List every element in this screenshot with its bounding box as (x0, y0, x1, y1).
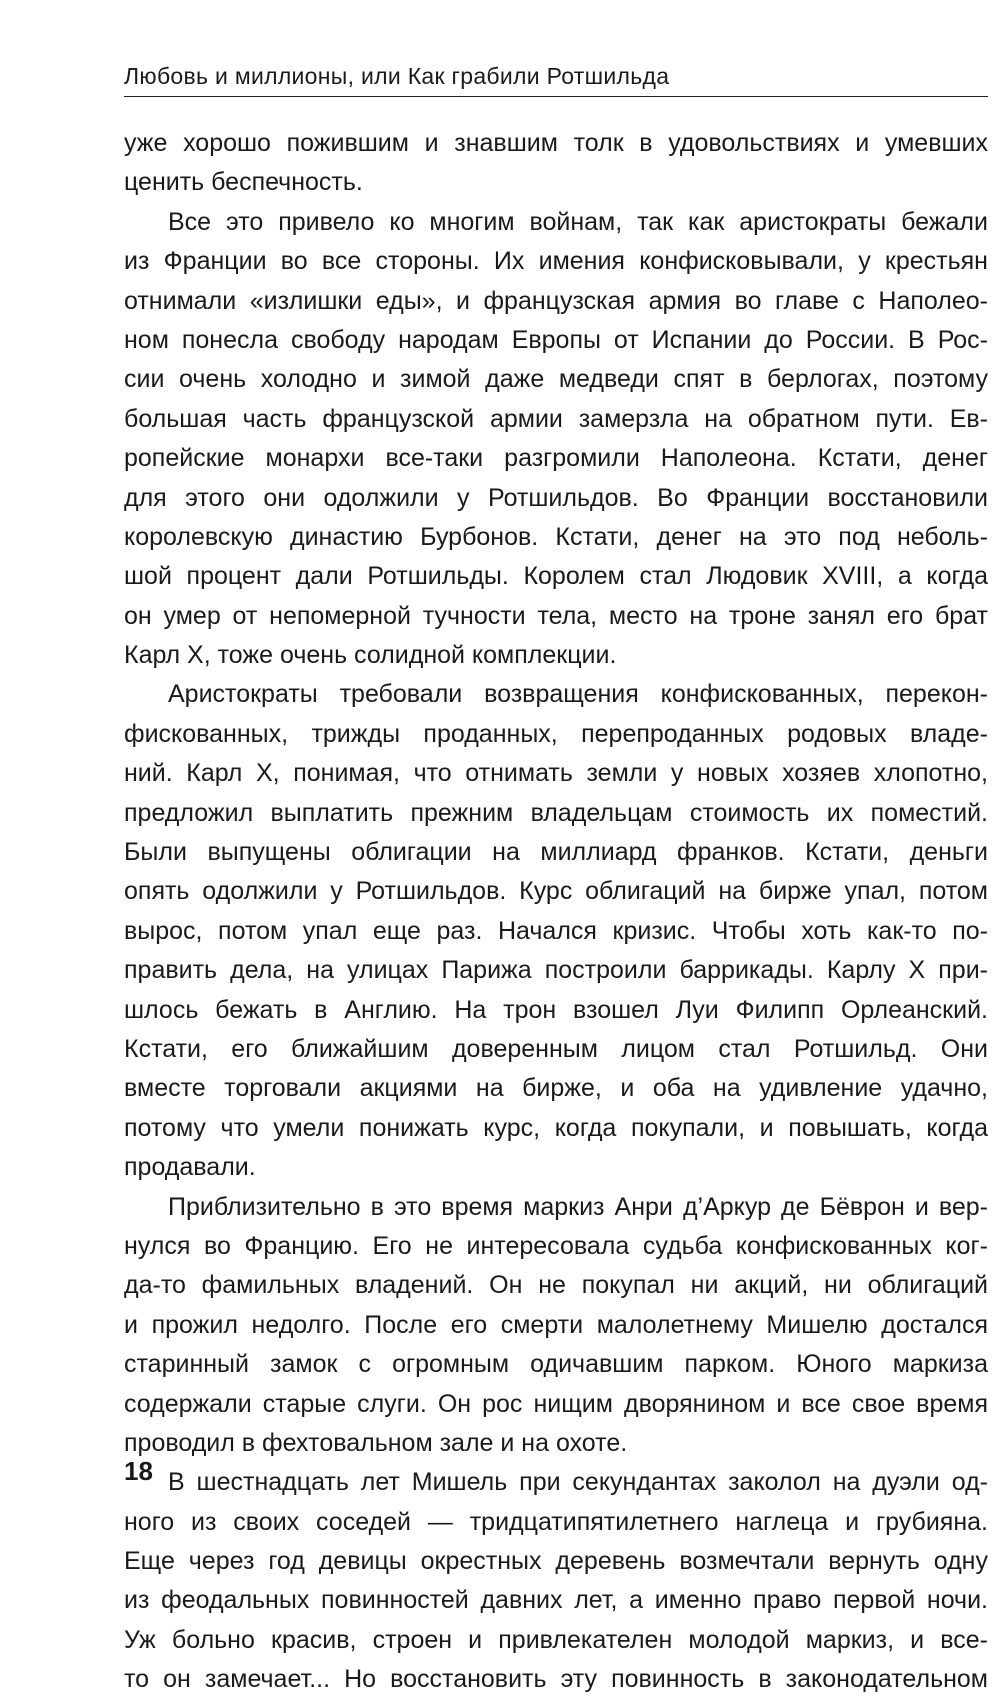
text-line: ропейские монархи все-таки разгромили Наполеона. Кстати, денег (124, 444, 988, 473)
text-line: то он замечает... Но восстановить эту повинность в законодательном (124, 1665, 988, 1694)
text-line: Еще через год девицы окрестных деревень возмечтали вернуть одну (124, 1547, 988, 1576)
running-header-title: Любовь и миллионы, или Как грабили Ротшильда (124, 63, 670, 89)
page-body (124, 124, 988, 1700)
text-line: Были выпущены облигации на миллиард франков. Кстати, деньги (124, 838, 988, 867)
text-line: ном понесла свободу народам Европы от Испании до России. В Рос- (124, 325, 988, 354)
text-line: большая часть французской армии замерзла на обратном пути. Ев- (124, 404, 988, 433)
text-line: Уж больно красив, строен и привлекателен молодой маркиз, и все- (124, 1625, 988, 1654)
text-line: опять одолжили у Ротшильдов. Курс облигаций на бирже упал, потом (124, 877, 988, 906)
text-line: уже хорошо пожившим и знавшим толк в удовольствиях и умевших (124, 129, 988, 157)
text-line: Кстати, его ближайшим доверенным лицом стал Ротшильд. Они (124, 1034, 988, 1063)
text-line: шой процент дали Ротшильды. Королем стал Людовик XVIII, а когда (124, 562, 988, 591)
text-line: и прожил недолго. После его смерти малолетнему Мишелю достался (124, 1310, 988, 1339)
text-line: он умер от непомерной тучности тела, место на троне занял его брат (124, 601, 988, 630)
text-line: править дела, на улицах Парижа построили баррикады. Карлу X при- (124, 956, 988, 985)
text-line: фискованных, трижды проданных, перепроданных родовых владе- (124, 719, 988, 748)
text-line: продавали. (124, 1153, 256, 1182)
text-line: отнимали «излишки еды», и французская армия во главе с Наполео- (124, 286, 988, 315)
text-line: да-то фамильных владений. Он не покупал ни акций, ни облигаций (124, 1271, 988, 1300)
text-line: ценить беспечность. (124, 168, 363, 197)
text-line: из Франции во все стороны. Их имения конфисковывали, у крестьян (124, 247, 988, 276)
text-line: для этого они одолжили у Ротшильдов. Во Франции восстановили (124, 483, 988, 512)
text-line: королевскую династию Бурбонов. Кстати, денег на это под неболь- (124, 522, 988, 551)
text-line: шлось бежать в Англию. На трон взошел Луи Филипп Орлеанский. (124, 995, 988, 1024)
text-line: ний. Карл X, понимая, что отнимать земли у новых хозяев хлопотно, (124, 759, 988, 788)
text-line: Карл X, тоже очень солидной комплекции. (124, 641, 617, 670)
text-line: предложил выплатить прежним владельцам стоимость их поместий. (124, 798, 988, 827)
text-line: нулся во Францию. Его не интересовала судьба конфискованных ког- (124, 1231, 988, 1260)
text-line: ного из своих соседей — тридцатипятилетнего наглеца и грубияна. (124, 1507, 988, 1536)
text-line: потому что умели понижать курс, когда покупали, и повышать, когда (124, 1113, 988, 1142)
page-number: 18 (124, 1456, 153, 1486)
text-line: Приблизительно в это время маркиз Анри д’Аркур де Бёврон и вер- (168, 1192, 988, 1221)
text-line: вырос, потом упал еще раз. Начался кризис. Чтобы хоть как-то по- (124, 916, 988, 945)
text-line: сии очень холодно и зимой даже медведи спят в берлогах, поэтому (124, 365, 988, 394)
running-header (124, 56, 988, 97)
text-line: Аристократы требовали возвращения конфискованных, перекон- (168, 680, 988, 709)
text-line: из феодальных повинностей давних лет, а именно право первой ночи. (124, 1586, 988, 1615)
text-line: Все это привело ко многим войнам, так как аристократы бежали (168, 207, 988, 236)
text-line: проводил в фехтовальном зале и на охоте. (124, 1428, 628, 1457)
text-line: В шестнадцать лет Мишель при секундантах заколол на дуэли од- (168, 1468, 988, 1497)
text-line: старинный замок с огромным одичавшим парком. Юного маркиза (124, 1350, 988, 1379)
text-line: вместе торговали акциями на бирже, и оба на удивление удачно, (124, 1074, 988, 1103)
text-line: содержали старые слуги. Он рос нищим дворянином и все свое время (124, 1389, 988, 1418)
